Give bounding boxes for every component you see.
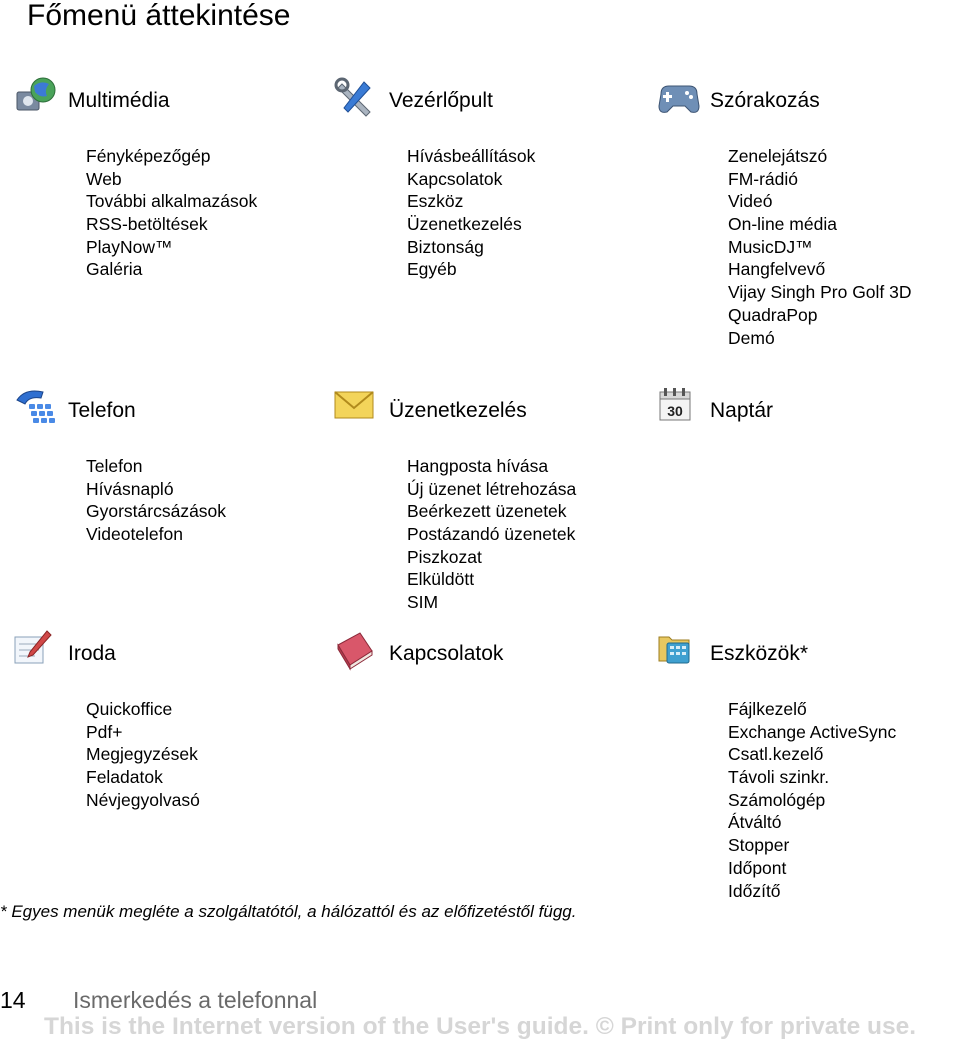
- chapter-title: Ismerkedés a telefonnal: [73, 987, 318, 1013]
- list-item[interactable]: Időzítő: [728, 880, 781, 901]
- section-label: Kapcsolatok: [389, 642, 504, 665]
- list-item[interactable]: Exchange ActiveSync: [728, 721, 897, 742]
- page-title: Főmenü áttekintése: [27, 0, 291, 32]
- envelope-icon: [334, 386, 384, 436]
- list-item[interactable]: Egyéb: [407, 259, 457, 280]
- list-item[interactable]: Hangfelvevő: [728, 259, 826, 280]
- list-item[interactable]: FM-rádió: [728, 168, 799, 189]
- list-item[interactable]: Fájlkezelő: [728, 699, 807, 719]
- list-item[interactable]: Pdf+: [86, 721, 123, 742]
- list-item[interactable]: Demó: [728, 327, 775, 348]
- item-list: [86, 698, 200, 811]
- list-item[interactable]: RSS-betöltések: [86, 214, 208, 235]
- footnote: * Egyes menük megléte a szolgáltatótól, a hálózattól és az előfizetéstől függ.: [0, 902, 577, 921]
- item-list: [728, 145, 912, 349]
- list-item[interactable]: PlayNow™: [86, 236, 173, 257]
- section-label: Naptár: [710, 399, 774, 422]
- list-item[interactable]: Zenelejátszó: [728, 146, 828, 166]
- list-item[interactable]: Új üzenet létrehozása: [407, 478, 577, 499]
- item-list: [728, 698, 896, 902]
- list-item[interactable]: QuadraPop: [728, 304, 818, 325]
- watermark: This is the Internet version of the User's guide. © Print only for private use.: [44, 1013, 917, 1040]
- list-item[interactable]: SIM: [407, 592, 439, 613]
- section-label: Iroda: [68, 642, 116, 665]
- list-item[interactable]: On-line média: [728, 214, 837, 235]
- list-item[interactable]: Időpont: [728, 857, 787, 878]
- item-list: [86, 145, 257, 281]
- item-list: [407, 145, 535, 281]
- list-item[interactable]: Piszkozat: [407, 546, 482, 567]
- calendar-day: 30: [667, 403, 683, 419]
- section-label: Szórakozás: [710, 89, 820, 112]
- multimedia-globe-icon: [13, 76, 63, 126]
- list-item[interactable]: Stopper: [728, 835, 790, 856]
- page-number: 14: [0, 987, 26, 1013]
- list-item[interactable]: Fényképezőgép: [86, 146, 211, 166]
- list-item[interactable]: Hívásnapló: [86, 478, 174, 499]
- list-item[interactable]: Galéria: [86, 259, 143, 280]
- list-item[interactable]: Telefon: [86, 456, 143, 476]
- section-label: Telefon: [68, 399, 136, 422]
- section-label: Eszközök*: [710, 642, 809, 665]
- calendar-icon: [655, 386, 705, 436]
- list-item[interactable]: Videotelefon: [86, 524, 183, 545]
- list-item[interactable]: Postázandó üzenetek: [407, 524, 576, 545]
- list-item[interactable]: Kapcsolatok: [407, 168, 503, 189]
- list-item[interactable]: Eszköz: [407, 191, 464, 212]
- list-item[interactable]: Videó: [728, 191, 773, 212]
- list-item[interactable]: Távoli szinkr.: [728, 767, 830, 788]
- section-label: Üzenetkezelés: [389, 399, 527, 422]
- list-item[interactable]: Quickoffice: [86, 699, 173, 719]
- section-label: Vezérlőpult: [389, 89, 493, 112]
- item-list: [407, 455, 576, 614]
- list-item[interactable]: Névjegyolvasó: [86, 789, 200, 810]
- list-item[interactable]: Vijay Singh Pro Golf 3D: [728, 282, 912, 303]
- notepad-pen-icon: [13, 629, 63, 679]
- folder-tools-icon: [655, 629, 705, 679]
- list-item[interactable]: Átváltó: [728, 812, 782, 833]
- address-book-icon: [334, 629, 384, 679]
- list-item[interactable]: Feladatok: [86, 767, 163, 788]
- wrench-screwdriver-icon: [334, 76, 384, 126]
- list-item[interactable]: Üzenetkezelés: [407, 214, 522, 235]
- list-item[interactable]: Megjegyzések: [86, 744, 198, 765]
- item-list: [86, 455, 226, 546]
- phone-keypad-icon: [13, 386, 63, 436]
- list-item[interactable]: Csatl.kezelő: [728, 744, 824, 765]
- list-item[interactable]: Web: [86, 168, 122, 189]
- list-item[interactable]: További alkalmazások: [86, 191, 258, 212]
- list-item[interactable]: Biztonság: [407, 236, 484, 257]
- list-item[interactable]: Hangposta hívása: [407, 456, 549, 476]
- list-item[interactable]: Hívásbeállítások: [407, 146, 536, 166]
- list-item[interactable]: Számológép: [728, 789, 826, 810]
- section-label: Multimédia: [68, 89, 170, 112]
- list-item[interactable]: Beérkezett üzenetek: [407, 501, 567, 522]
- list-item[interactable]: Elküldött: [407, 569, 475, 590]
- list-item[interactable]: MusicDJ™: [728, 236, 813, 257]
- list-item[interactable]: Gyorstárcsázások: [86, 501, 227, 522]
- gamepad-icon: [655, 76, 705, 126]
